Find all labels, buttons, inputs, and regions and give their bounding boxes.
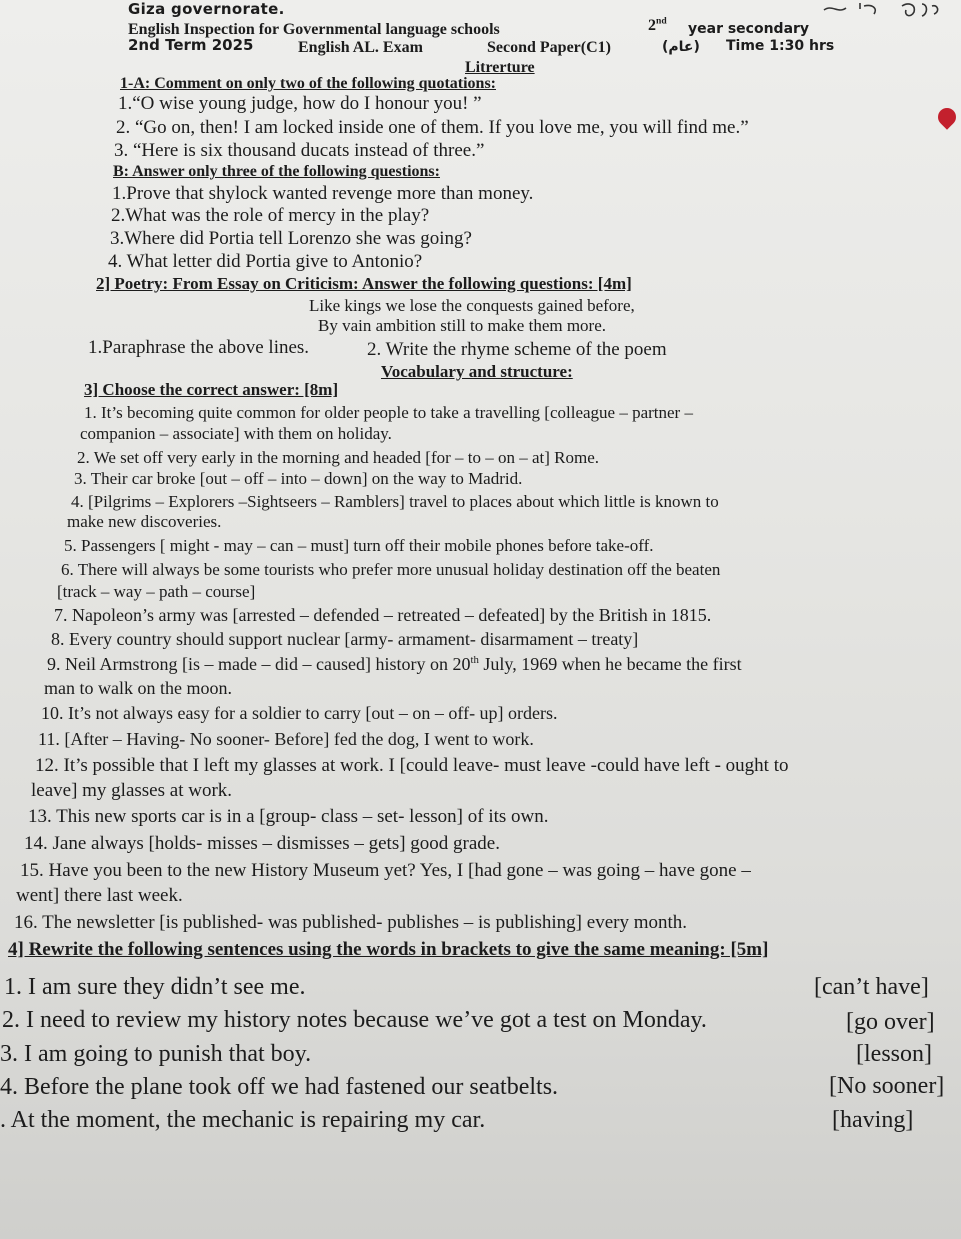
rewrite-sentence-3: 3. I am going to punish that boy. [0,1041,312,1067]
rewrite-keyword-5: [having] [832,1107,914,1133]
poetry-heading: 2] Poetry: From Essay on Criticism: Answer the following questions: [4m] [96,274,632,293]
handwritten-scribble [820,0,960,22]
paper-name: Second Paper(C1) [487,39,611,56]
vocab-line: 1. It’s becoming quite common for older people to take a travelling [colleague – partner – [84,403,693,422]
rewrite-sentence-1: 1. I am sure they didn’t see me. [4,974,306,1000]
vocab-line: 6. There will always be some tourists who prefer more unusual holiday destination off the beaten [61,560,721,579]
quotation-3: 3. “Here is six thousand ducats instead of three.” [114,140,485,161]
inspection-title: English Inspection for Governmental language schools [128,21,500,38]
vocab-line: 14. Jane always [holds- misses – dismisses – gets] good grade. [24,833,500,854]
poem-line-1: Like kings we lose the conquests gained before, [309,296,635,315]
vocab-line: 2. We set off very early in the morning and headed [for – to – on – at] Rome. [77,448,600,467]
vocab-line: leave] my glasses at work. [31,780,233,801]
vocab-line: 7. Napoleon’s army was [arrested – defended – retreated – defeated] by the British in 1815. [54,605,712,625]
rewrite-keyword-4: [No sooner] [829,1073,945,1099]
vocab-heading: 3] Choose the correct answer: [8m] [84,380,339,399]
question-4: 4. What letter did Portia give to Antonio? [108,251,423,272]
exam-time: Time 1:30 hrs [726,38,835,54]
rewrite-keyword-2: [go over] [846,1009,935,1035]
poetry-question-1: 1.Paraphrase the above lines. [88,337,310,358]
rewrite-sentence-2: 2. I need to review my history notes because we’ve got a test on Monday. [2,1007,707,1033]
rewrite-keyword-3: [lesson] [856,1041,932,1067]
vocab-line: make new discoveries. [67,512,222,531]
vocab-line-9: 9. Neil Armstrong [is – made – did – caused] history on 20th July, 1969 when he became the first [47,654,742,674]
quotation-2: 2. “Go on, then! I am locked inside one of them. If you love me, you will find me.” [116,117,749,138]
vocab-line: 10. It’s not always easy for a soldier to carry [out – on – off- up] orders. [41,703,558,723]
question-3: 3.Where did Portia tell Lorenzo she was going? [110,228,472,249]
arabic-note: (عام) [662,39,700,55]
vocab-line: 15. Have you been to the new History Museum yet? Yes, I [had gone – was going – have gone – [20,860,751,881]
rewrite-sentence-4: 4. Before the plane took off we had fastened our seatbelts. [0,1074,559,1100]
rewrite-heading: 4] Rewrite the following sentences using the words in brackets to give the same meaning: [5m] [8,939,769,960]
term: 2nd Term 2025 [128,36,254,54]
poem-line-2: By vain ambition still to make them more. [318,316,607,335]
section-title-vocabulary: Vocabulary and structure: [381,362,573,381]
rewrite-keyword-1: [can’t have] [814,974,929,1000]
quotation-1: 1.“O wise young judge, how do I honour you! ” [118,93,482,114]
vocab-line: 3. Their car broke [out – off – into – down] on the way to Madrid. [74,469,523,488]
poetry-question-2: 2. Write the rhyme scheme of the poem [367,339,667,360]
vocab-line: companion – associate] with them on holiday. [80,424,392,443]
vocab-line: 5. Passengers [ might - may – can – must] turn off their mobile phones before take-off. [64,536,654,555]
exam-name: English AL. Exam [298,39,423,56]
part-b-heading: B: Answer only three of the following questions: [113,163,440,180]
vocab-line: man to walk on the moon. [44,678,232,698]
vocab-line: 11. [After – Having- No sooner- Before] fed the dog, I went to work. [38,729,534,749]
part-a-heading: 1-A: Comment on only two of the following quotations: [120,75,496,92]
vocab-line: [track – way – path – course] [57,582,256,601]
question-2: 2.What was the role of mercy in the play? [111,205,430,226]
red-pushpin-mark [934,104,959,129]
vocab-line: 4. [Pilgrims – Explorers –Sightseers – Ramblers] travel to places about which little is known to [71,492,719,511]
governorate: Giza governorate. [128,0,285,18]
question-1: 1.Prove that shylock wanted revenge more than money. [112,183,534,204]
grade: 2nd [648,15,667,34]
vocab-line: 16. The newsletter [is published- was published- publishes – is publishing] every month. [14,912,688,933]
vocab-line: 12. It’s possible that I left my glasses at work. I [could leave- must leave -could have left - ought to [35,755,789,776]
vocab-line: 13. This new sports car is in a [group- class – set- lesson] of its own. [28,806,549,827]
grade-label: year secondary [688,21,810,37]
vocab-line: 8. Every country should support nuclear [army- armament- disarmament – treaty] [51,629,639,649]
section-title-literature: Litrerture [465,59,535,76]
vocab-line: went] there last week. [16,885,183,906]
rewrite-sentence-5: . At the moment, the mechanic is repairing my car. [0,1107,486,1133]
